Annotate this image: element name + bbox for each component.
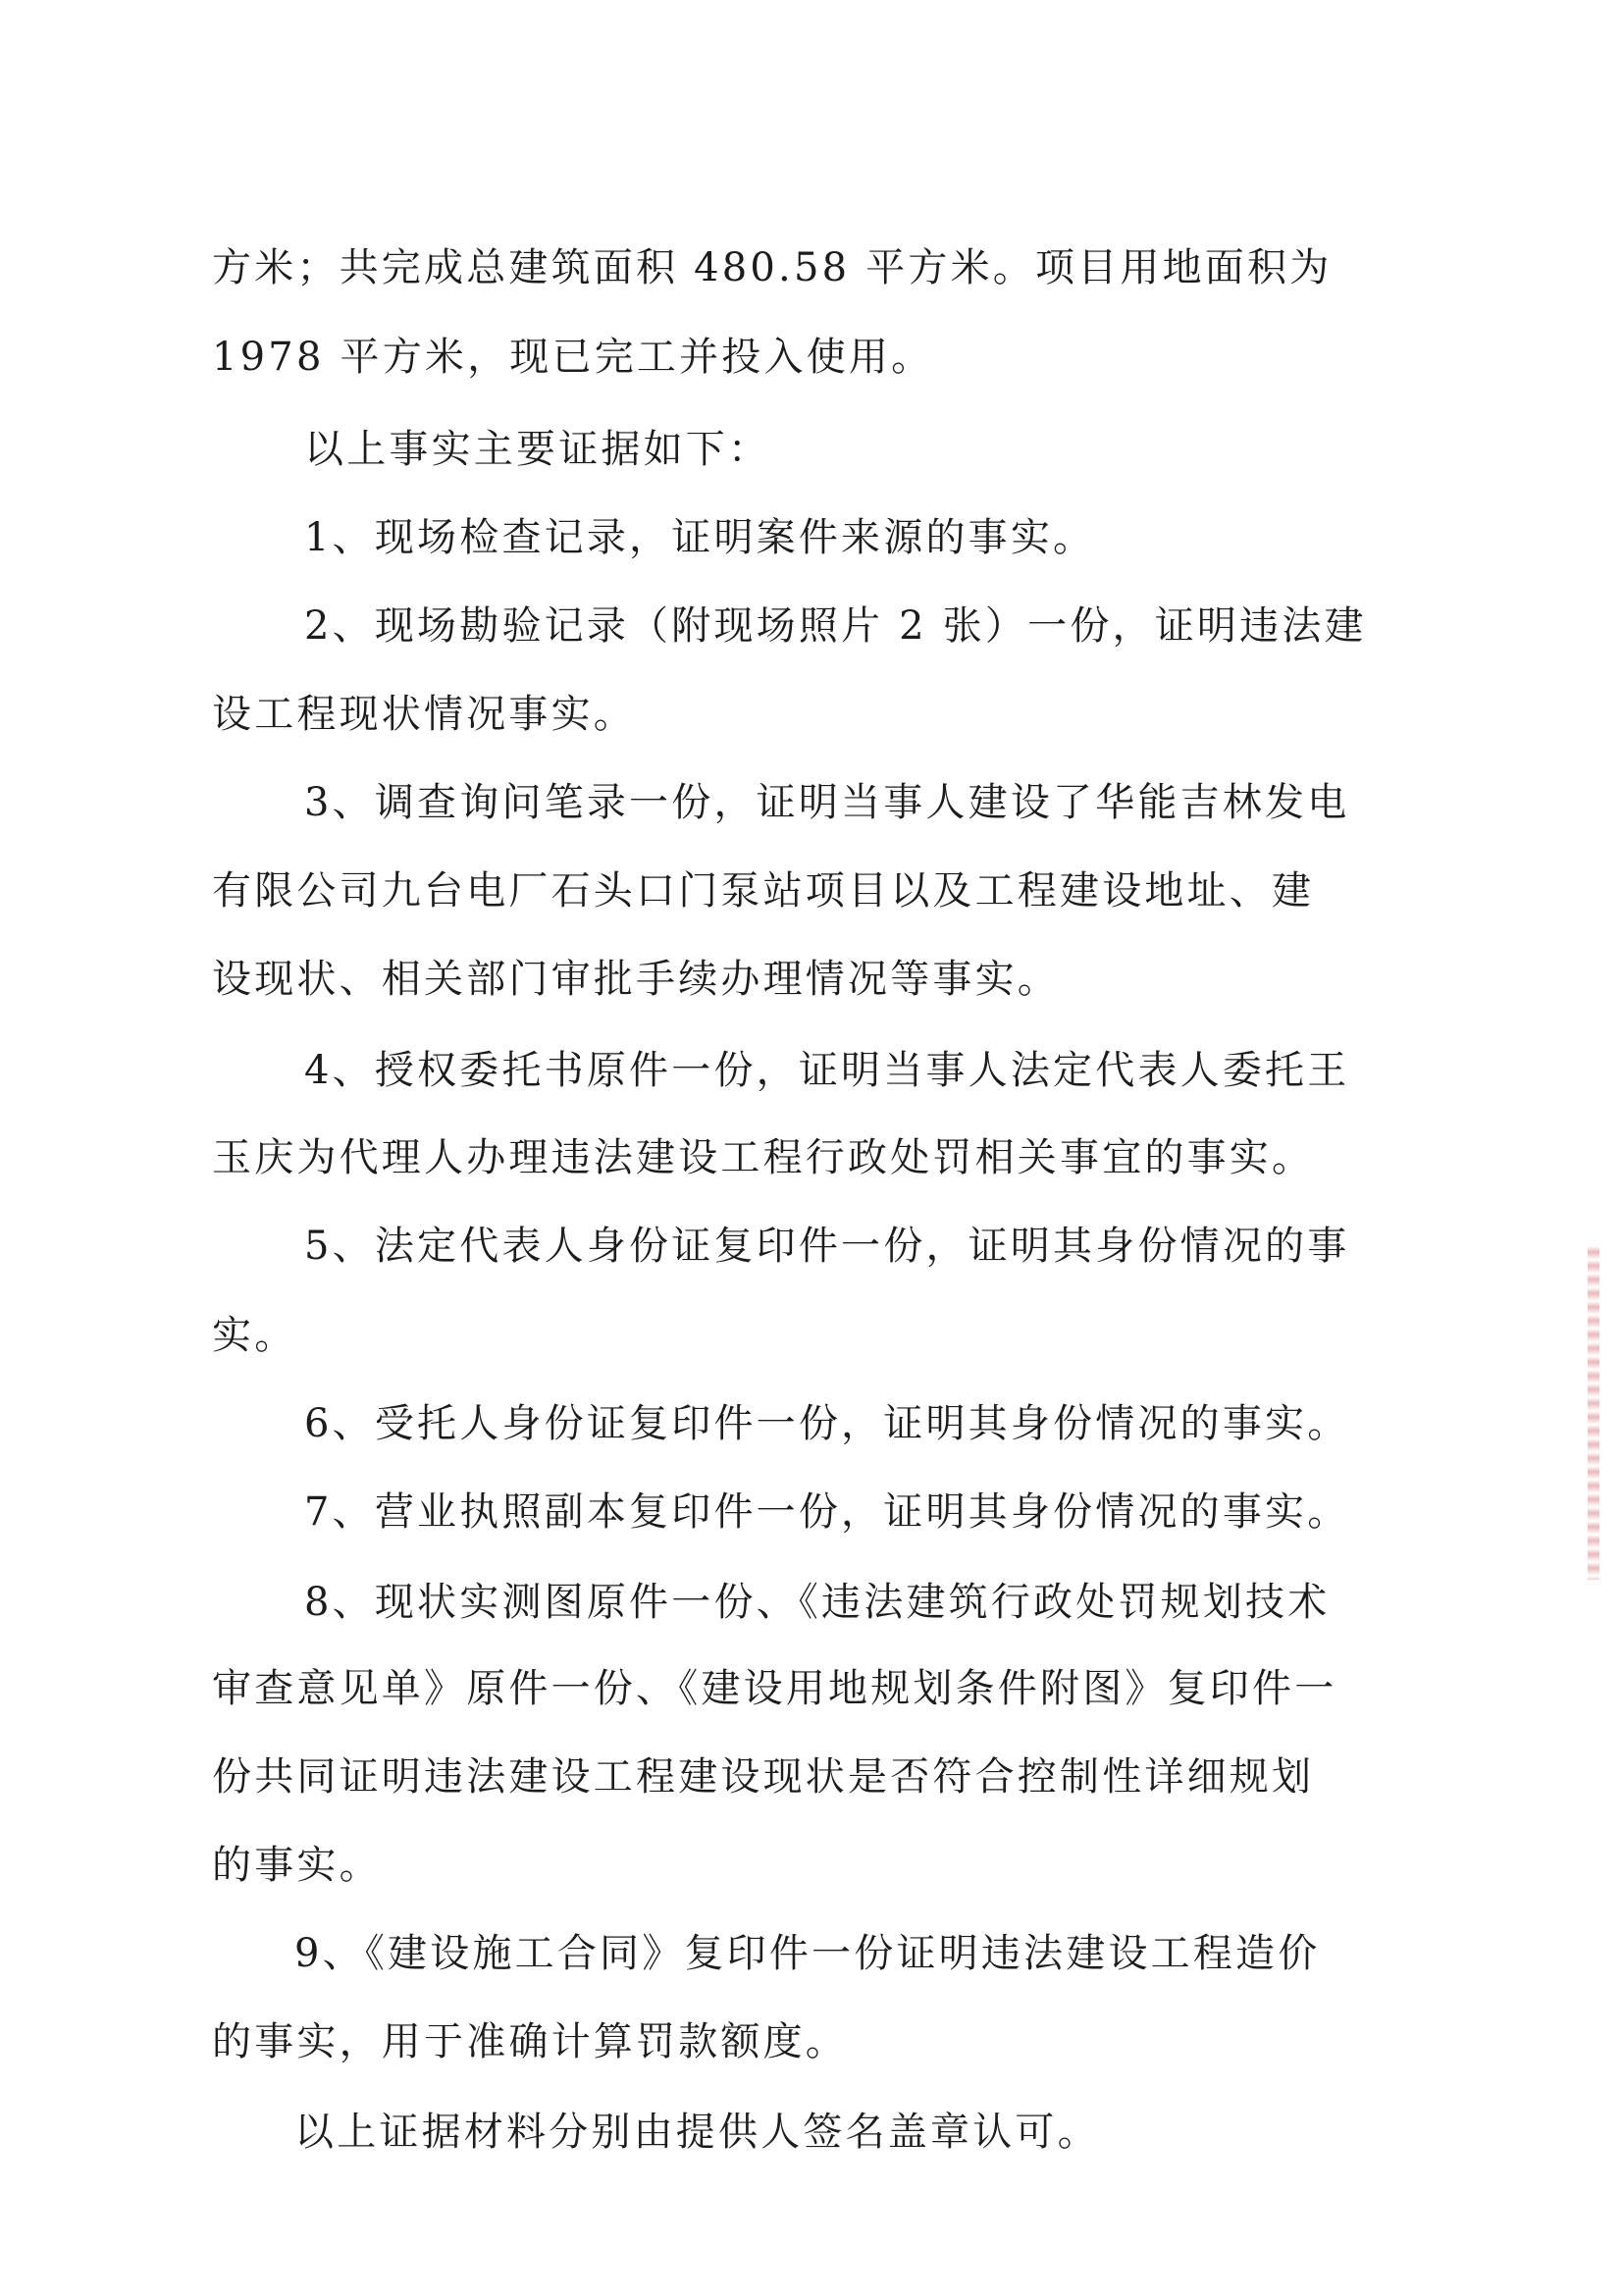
text-line: 玉庆为代理人办理违法建设工程行政处罚相关事宜的事实。	[212, 1135, 1315, 1180]
text-line: 4、授权委托书原件一份，证明当事人法定代表人委托王	[304, 1048, 1350, 1093]
text-line: 以上事实主要证据如下：	[304, 427, 771, 472]
text-line: 方米；共完成总建筑面积 480.58 平方米。项目用地面积为	[212, 245, 1333, 290]
text-line: 3、调查询问笔录一份，证明当事人建设了华能吉林发电	[304, 780, 1350, 825]
text-line: 7、营业执照副本复印件一份，证明其身份情况的事实。	[304, 1489, 1350, 1535]
text-line: 1、现场检查记录，证明案件来源的事实。	[304, 515, 1096, 560]
text-line: 的事实。	[212, 1843, 382, 1888]
text-line: 审查意见单》原件一份、《建设用地规划条件附图》复印件一	[212, 1666, 1337, 1711]
text-line: 实。	[212, 1313, 297, 1358]
text-line: 2、现场勘验记录（附现场照片 2 张）一份，证明违法建	[304, 603, 1367, 649]
text-line: 8、现状实测图原件一份、《违法建筑行政处罚规划技术	[304, 1580, 1331, 1625]
text-line: 6、受托人身份证复印件一份，证明其身份情况的事实。	[304, 1401, 1350, 1446]
text-line: 9、《建设施工合同》复印件一份证明违法建设工程造价	[294, 1931, 1321, 1976]
text-line: 以上证据材料分别由提供人签名盖章认可。	[294, 2110, 1100, 2155]
text-line: 5、法定代表人身份证复印件一份，证明其身份情况的事	[304, 1224, 1350, 1269]
text-line: 设工程现状情况事实。	[212, 692, 636, 737]
seal-edge-mark	[1588, 1246, 1599, 1580]
text-line: 设现状、相关部门审批手续办理情况等事实。	[212, 957, 1060, 1002]
text-line: 有限公司九台电厂石头口门泵站项目以及工程建设地址、建	[212, 868, 1315, 913]
text-line: 份共同证明违法建设工程建设现状是否符合控制性详细规划	[212, 1754, 1315, 1800]
text-line: 1978 平方米，现已完工并投入使用。	[212, 335, 934, 380]
text-line: 的事实，用于准确计算罚款额度。	[212, 2019, 848, 2064]
